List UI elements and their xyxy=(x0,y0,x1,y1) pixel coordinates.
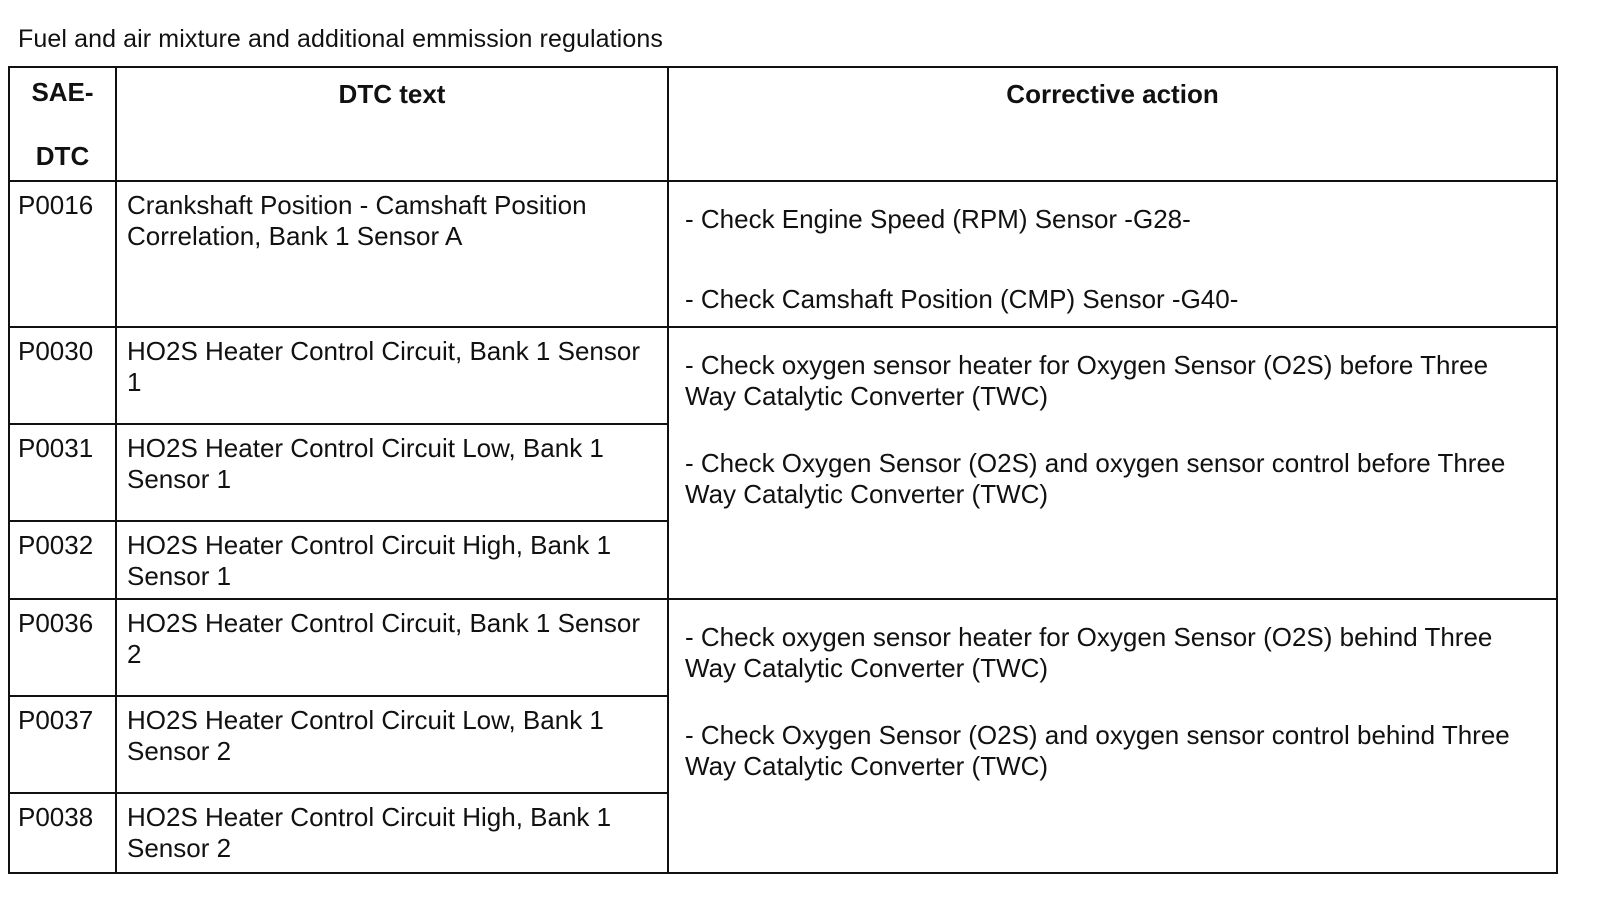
dtc-table xyxy=(8,66,1558,874)
dtc-description: HO2S Heater Control Circuit High, Bank 1 Sensor 2 xyxy=(116,793,668,873)
dtc-code: P0036 xyxy=(9,599,116,696)
table-row xyxy=(9,599,1557,696)
corrective-action-cell xyxy=(668,327,1557,599)
corrective-action-cell xyxy=(668,181,1557,327)
action-item: - Check Oxygen Sensor (O2S) and oxygen sensor control before Three Way Catalytic Converter (TWC) xyxy=(685,448,1506,509)
header-dtc-text: DTC text xyxy=(116,67,668,181)
corrective-action-cell xyxy=(668,599,1557,873)
dtc-code: P0016 xyxy=(9,181,116,327)
action-item: - Check oxygen sensor heater for Oxygen Sensor (O2S) behind Three Way Catalytic Converter (TWC) xyxy=(685,622,1493,683)
table-row xyxy=(9,181,1557,327)
dtc-code: P0037 xyxy=(9,696,116,793)
header-sae-line1: SAE- xyxy=(31,77,94,107)
dtc-description: HO2S Heater Control Circuit High, Bank 1 Sensor 1 xyxy=(116,521,668,599)
header-corrective-action: Corrective action xyxy=(668,67,1557,181)
dtc-description: Crankshaft Position - Camshaft Position Correlation, Bank 1 Sensor A xyxy=(116,181,668,327)
table-header-row xyxy=(9,67,1557,181)
action-item: - Check oxygen sensor heater for Oxygen Sensor (O2S) before Three Way Catalytic Converter (TWC) xyxy=(685,350,1489,411)
table-row xyxy=(9,327,1557,424)
dtc-description: HO2S Heater Control Circuit Low, Bank 1 Sensor 1 xyxy=(116,424,668,521)
dtc-description: HO2S Heater Control Circuit, Bank 1 Sensor 1 xyxy=(116,327,668,424)
dtc-description: HO2S Heater Control Circuit Low, Bank 1 Sensor 2 xyxy=(116,696,668,793)
document-title: Fuel and air mixture and additional emmission regulations xyxy=(18,25,663,53)
dtc-code: P0030 xyxy=(9,327,116,424)
header-sae-dtc xyxy=(9,67,116,181)
header-sae-line2: DTC xyxy=(35,141,90,171)
dtc-description: HO2S Heater Control Circuit, Bank 1 Sensor 2 xyxy=(116,599,668,696)
action-item: - Check Oxygen Sensor (O2S) and oxygen sensor control behind Three Way Catalytic Converter (TWC) xyxy=(685,720,1510,781)
dtc-code: P0038 xyxy=(9,793,116,873)
action-item: - Check Engine Speed (RPM) Sensor -G28- xyxy=(685,204,1191,234)
action-item: - Check Camshaft Position (CMP) Sensor -G40- xyxy=(685,284,1239,314)
dtc-code: P0031 xyxy=(9,424,116,521)
dtc-code: P0032 xyxy=(9,521,116,599)
